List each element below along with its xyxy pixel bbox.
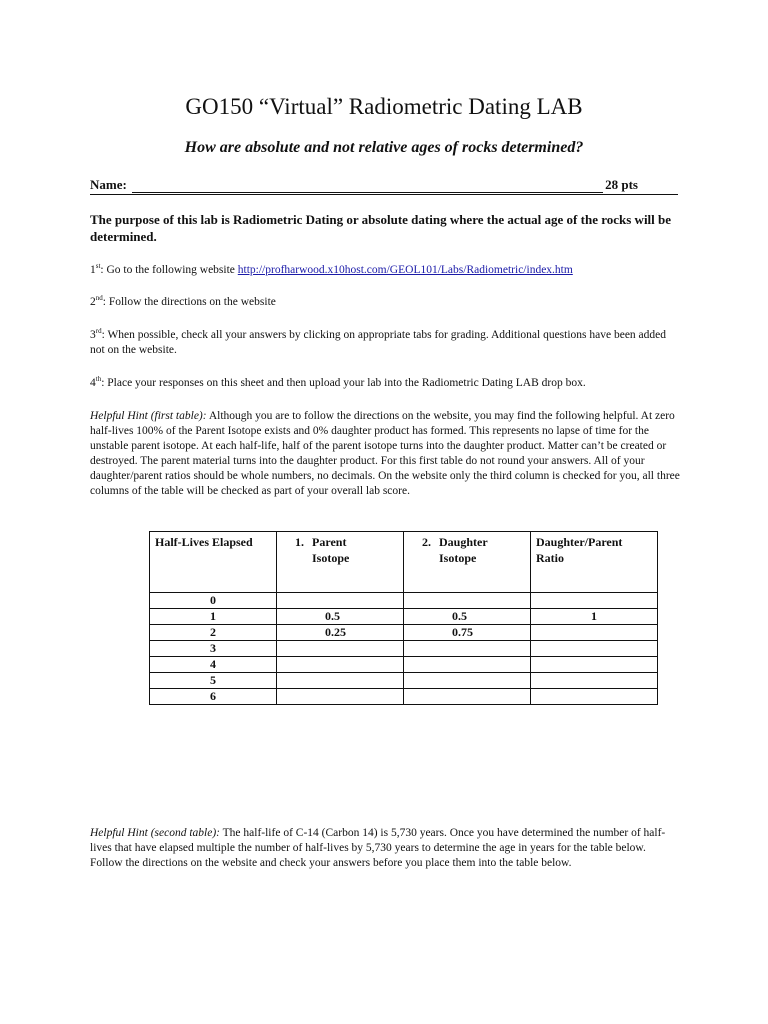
table-row: 0 [150, 593, 658, 609]
table-header-row [150, 532, 658, 593]
name-field-line[interactable] [90, 176, 678, 195]
hint-second-table [90, 826, 680, 871]
page-subtitle: How are absolute and not relative ages of rocks determined? [184, 139, 584, 156]
hint-second-label: Helpful Hint (second table): [90, 827, 220, 839]
hint-first-table [90, 409, 680, 499]
table-row: 5 [150, 673, 658, 689]
hint-second-text: The half-life of C-14 (Carbon 14) is 5,730 years. Once you have determined the number of half-lives that have elapsed multiple the number of half-lives by 5,730 years to determine the age in years for the table below. Follow the directions on the website and check your answers before you place them into the table below. [90, 827, 666, 869]
step-4: 4th: Place your responses on this sheet and then upload your lab into the Radiometric Dating LAB drop box. [90, 375, 586, 389]
header-parent-isotope: 1. Parent Isotope [277, 532, 404, 593]
table-row: 1 0.5 0.5 1 [150, 609, 658, 625]
half-life-table [149, 531, 658, 705]
purpose-statement: The purpose of this lab is Radiometric Dating or absolute dating where the actual age of the rocks will be determined. [90, 212, 672, 244]
header-daughter-isotope: 2. Daughter Isotope [404, 532, 531, 593]
name-underline [132, 192, 603, 193]
lab-website-link[interactable]: http://profharwood.x10host.com/GEOL101/Labs/Radiometric/index.htm [237, 264, 573, 276]
points-label: 28 pts [605, 177, 638, 192]
page-title: GO150 “Virtual” Radiometric Dating LAB [185, 94, 583, 119]
table-row: 2 0.25 0.75 [150, 625, 658, 641]
table-row: 3 [150, 641, 658, 657]
name-label: Name: [90, 177, 127, 192]
step-1: 1st: Go to the following website http://profharwood.x10host.com/GEOL101/Labs/Radiometric/index.htm [90, 262, 573, 276]
table-row: 6 [150, 689, 658, 705]
hint-first-text: Although you are to follow the directions on the website, you may find the following helpful. At zero half-lives 100% of the Parent Isotope exists and 0% daughter product has formed. This represents no lapse of time for the unstable parent isotope. At each half-life, half of the parent isotope turns into the daughter product. Matter can’t be created or destroyed. The parent material turns into the daughter product. For this first table do not round your answers. All of your daughter/parent ratios should be whole numbers, no decimals. On the website only the third column is checked for you, all three columns of the table will be checked as part of your overall lab score. [90, 410, 680, 497]
header-ratio: Daughter/Parent Ratio [531, 532, 658, 593]
step-3: 3rd: When possible, check all your answers by clicking on appropriate tabs for grading. Additional questions have been added not on the website. [90, 327, 667, 356]
table-row: 4 [150, 657, 658, 673]
step-2: 2nd: Follow the directions on the website [90, 294, 276, 308]
header-half-lives: Half-Lives Elapsed [150, 532, 277, 593]
hint-first-label: Helpful Hint (first table): [90, 410, 207, 422]
